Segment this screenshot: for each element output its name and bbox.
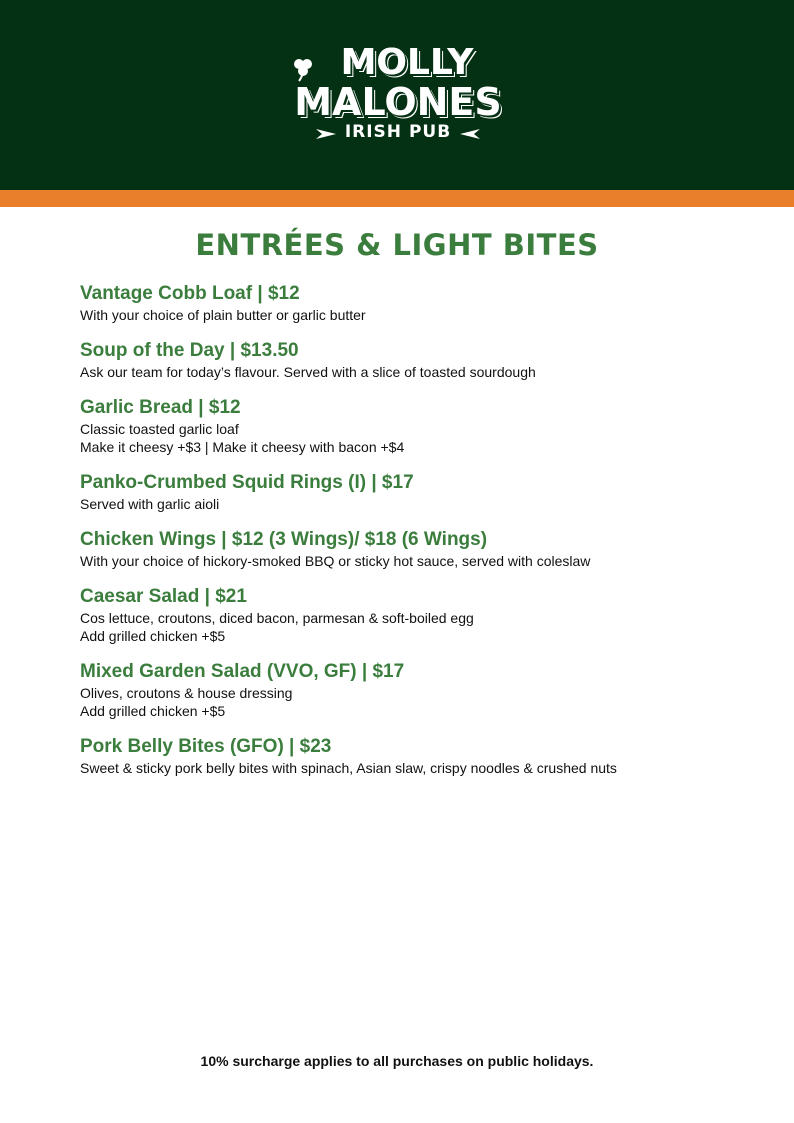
menu-item	[80, 339, 760, 381]
menu-item-description: Cos lettuce, croutons, diced bacon, parmesan & soft-boiled egg	[80, 610, 474, 626]
menu-item	[80, 735, 760, 777]
menu-item-description: Ask our team for today’s flavour. Served with a slice of toasted sourdough	[80, 364, 536, 380]
menu-list	[80, 282, 760, 777]
header-banner	[0, 0, 794, 190]
menu-item-description: Make it cheesy +$3 | Make it cheesy with bacon +$4	[80, 439, 405, 455]
menu-item-title: Soup of the Day | $13.50	[80, 340, 299, 361]
menu-item-title: Panko-Crumbed Squid Rings (I) | $17	[80, 472, 414, 493]
section-title: ENTRÉES & LIGHT BITES	[195, 228, 599, 262]
menu-item	[80, 396, 760, 456]
menu-item	[80, 660, 760, 720]
menu-item	[80, 282, 760, 324]
logo-text-irish-pub: IRISH PUB	[344, 122, 452, 142]
menu-item-title: Garlic Bread | $12	[80, 397, 241, 418]
logo-text-malones: MALONES	[294, 80, 502, 124]
menu-item	[80, 585, 760, 645]
menu-item-title: Pork Belly Bites (GFO) | $23	[80, 736, 332, 757]
menu-item-description: Add grilled chicken +$5	[80, 703, 226, 719]
menu-item-title: Mixed Garden Salad (VVO, GF) | $17	[80, 661, 405, 682]
menu-item-description: With your choice of hickory-smoked BBQ or sticky hot sauce, served with coleslaw	[80, 553, 591, 569]
menu-item	[80, 471, 760, 513]
logo-text-molly: MOLLY	[340, 42, 474, 83]
menu-item	[80, 528, 760, 570]
menu-item-description: Olives, croutons & house dressing	[80, 685, 293, 701]
menu-item-title: Vantage Cobb Loaf | $12	[80, 283, 300, 304]
spark-right-icon	[456, 126, 482, 142]
orange-accent-bar	[0, 190, 794, 207]
menu-item-description: With your choice of plain butter or garlic butter	[80, 307, 366, 323]
molly-malones-logo	[282, 40, 514, 150]
menu-item-description: Add grilled chicken +$5	[80, 628, 226, 644]
menu-item-title: Chicken Wings | $12 (3 Wings)/ $18 (6 Wings)	[80, 529, 488, 550]
menu-item-description: Served with garlic aioli	[80, 496, 220, 512]
menu-item-description: Classic toasted garlic loaf	[80, 421, 239, 437]
menu-item-title: Caesar Salad | $21	[80, 586, 247, 607]
surcharge-note: 10% surcharge applies to all purchases on public holidays.	[200, 1053, 594, 1069]
menu-item-description: Sweet & sticky pork belly bites with spinach, Asian slaw, crispy noodles & crushed nuts	[80, 760, 617, 776]
